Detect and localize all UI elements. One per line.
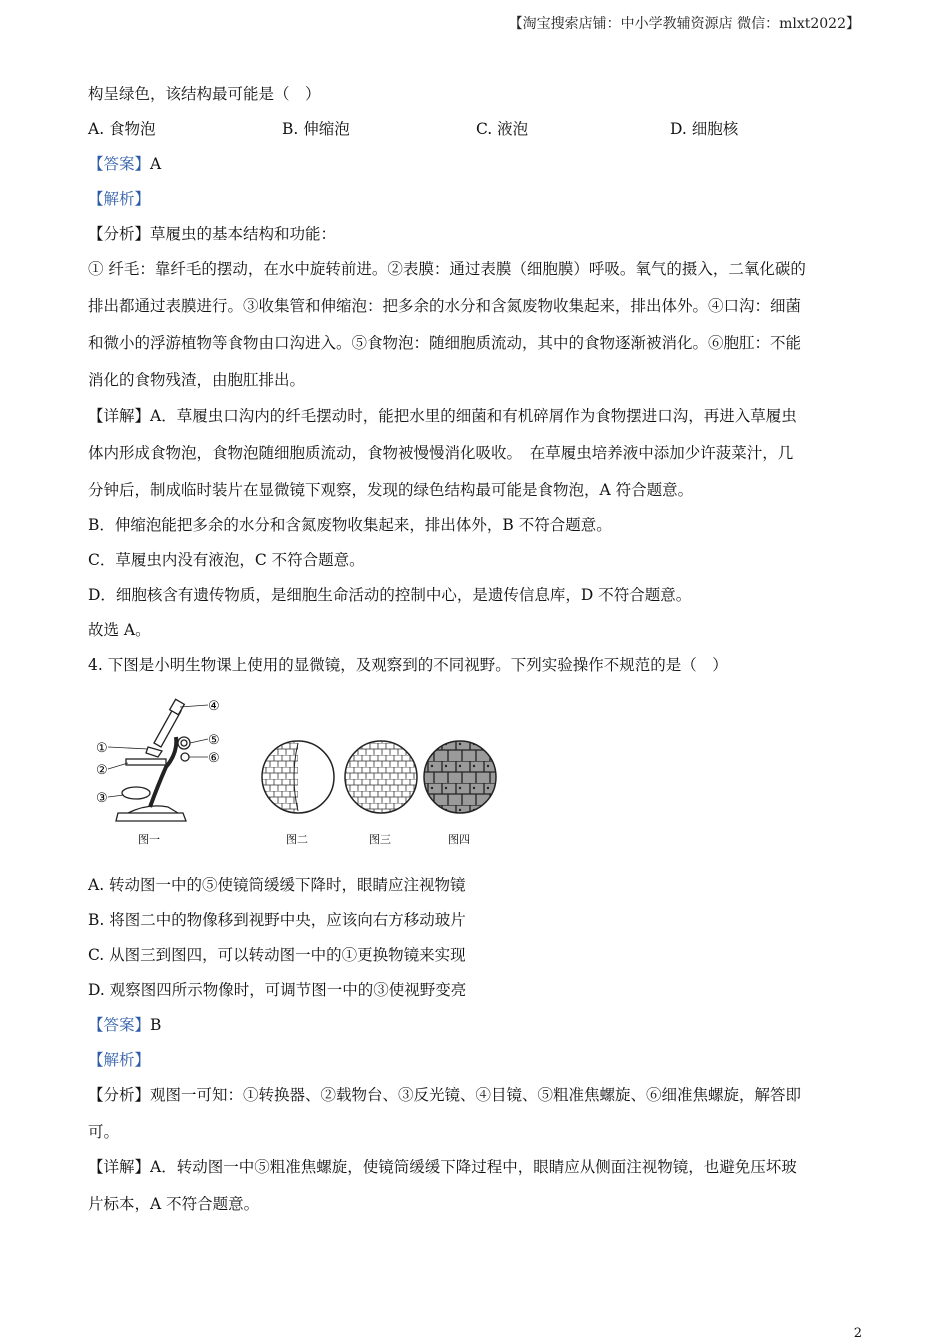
q3-xiangjie-line: D．细胞核含有遗传物质，是细胞生命活动的控制中心，是遗传信息库，D 不符合题意。: [88, 586, 692, 604]
q4-analysis-tag: 【解析】: [88, 1051, 151, 1069]
xiangjie-tag: 【详解】: [88, 1158, 151, 1176]
label-6: ⑥: [208, 751, 220, 766]
q4-option-a: A. 转动图一中的⑤使镜筒缓缓下降时，眼睛应注视物镜: [88, 876, 466, 894]
q3-xiangjie: [88, 404, 797, 426]
q3-fenxi: [88, 222, 336, 244]
q3-xiangjie-line: C．草履虫内没有液泡，C 不符合题意。: [88, 551, 365, 569]
fenxi-title: 草履虫的基本结构和功能：: [150, 225, 337, 243]
field-of-view-4: [424, 741, 496, 813]
field-of-view-2: [262, 741, 334, 813]
q3-analysis-tag: 【解析】: [88, 190, 151, 208]
microscope-drawing: [108, 699, 208, 821]
q4-fenxi: [88, 1083, 801, 1105]
answer-tag: 【答案】: [88, 155, 151, 173]
xiangjie-tag: 【详解】: [88, 407, 151, 425]
answer-value: B: [150, 1016, 162, 1034]
microscope-figure: [88, 695, 508, 855]
answer-value: A: [150, 155, 162, 173]
q3-stem-tail: 构呈绿色，该结构最可能是（ ）: [88, 85, 321, 103]
caption-fig1: 图一: [138, 833, 160, 846]
q4-fenxi-line: 可。: [88, 1123, 120, 1141]
answer-tag: 【答案】: [88, 1016, 151, 1034]
q3-option-a: A. 食物泡: [88, 120, 156, 138]
caption-fig4: 图四: [448, 833, 470, 846]
q4-option-d: D. 观察图四所示物像时，可调节图一中的③使视野变亮: [88, 981, 467, 999]
q3-answer: [88, 152, 161, 174]
q4-option-b: B. 将图二中的物像移到视野中央，应该向右方移动玻片: [88, 911, 466, 929]
figure-svg: [88, 695, 508, 855]
caption-fig2: 图二: [286, 833, 308, 846]
q3-xiangjie-line: 故选 A。: [88, 621, 151, 639]
q3-xiangjie-line: B．伸缩泡能把多余的水分和含氮废物收集起来，排出体外，B 不符合题意。: [88, 516, 612, 534]
label-5: ⑤: [208, 733, 220, 748]
q3-fenxi-line: ① 纤毛：靠纤毛的摆动，在水中旋转前进。②表膜：通过表膜（细胞膜）呼吸。氧气的摄入，二氧化碳的: [88, 260, 806, 278]
q3-option-c: C. 液泡: [476, 120, 529, 138]
q3-fenxi-line: 排出都通过表膜进行。③收集管和伸缩泡：把多余的水分和含氮废物收集起来，排出体外。④口沟：细菌: [88, 297, 802, 315]
q3-fenxi-line: 消化的食物残渣，由胞肛排出。: [88, 371, 306, 389]
q3-option-b: B. 伸缩泡: [282, 120, 350, 138]
label-3: ③: [96, 791, 108, 806]
q4-xiangjie-line: 片标本，A 不符合题意。: [88, 1195, 260, 1213]
page-number: 2: [853, 1326, 862, 1341]
caption-fig3: 图三: [369, 833, 391, 846]
fenxi-line: 观图一可知：①转换器、②载物台、③反光镜、④目镜、⑤粗准焦螺旋、⑥细准焦螺旋，解答即: [150, 1086, 802, 1104]
q4-stem: 4. 下图是小明生物课上使用的显微镜，及观察到的不同视野。下列实验操作不规范的是（ ）: [88, 656, 728, 674]
label-4: ④: [208, 699, 220, 714]
q3-option-d: D. 细胞核: [670, 120, 739, 138]
q4-xiangjie: [88, 1155, 797, 1177]
fenxi-tag: 【分析】: [88, 225, 151, 243]
label-2: ②: [96, 763, 108, 778]
q3-xiangjie-line: 分钟后，制成临时装片在显微镜下观察，发现的绿色结构最可能是食物泡，A 符合题意。: [88, 481, 694, 499]
label-1: ①: [96, 741, 108, 756]
q3-fenxi-line: 和微小的浮游植物等食物由口沟进入。⑤食物泡：随细胞质流动，其中的食物逐渐被消化。⑥胞肛：不能: [88, 334, 802, 352]
fenxi-tag: 【分析】: [88, 1086, 151, 1104]
page-header: 【淘宝搜索店铺：中小学教辅资源店 微信：mlxt2022】: [508, 16, 860, 32]
xiangjie-line: A．转动图一中⑤粗准焦螺旋，使镜筒缓缓下降过程中，眼睛应从侧面注视物镜，也避免压坏玻: [150, 1158, 797, 1176]
xiangjie-line: A．草履虫口沟内的纤毛摆动时，能把水里的细菌和有机碎屑作为食物摆进口沟，再进入草履虫: [150, 407, 797, 425]
q4-option-c: C. 从图三到图四，可以转动图一中的①更换物镜来实现: [88, 946, 466, 964]
q3-xiangjie-line: 体内形成食物泡，食物泡随细胞质流动，食物被慢慢消化吸收。 在草履虫培养液中添加少许菠菜汁，几: [88, 444, 794, 462]
q4-answer: [88, 1013, 161, 1035]
field-of-view-3: [345, 741, 417, 813]
